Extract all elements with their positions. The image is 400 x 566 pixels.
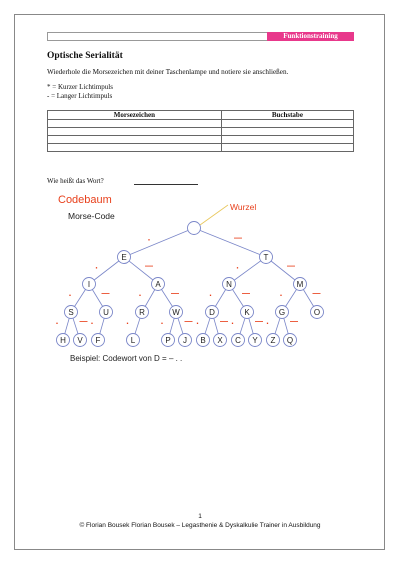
tree-node-letter: V	[77, 336, 83, 345]
question-text: Wie heißt das Wort?	[47, 177, 104, 185]
tree-node-letter: P	[165, 336, 171, 345]
dash-symbol: —	[290, 317, 298, 326]
table-header-row	[48, 111, 354, 120]
table-row	[48, 120, 354, 128]
tree-node-letter: R	[139, 308, 145, 317]
tree-example: Beispiel: Codewort von D = – . .	[70, 354, 183, 363]
tree-node-letter: C	[235, 336, 241, 345]
dash-symbol: —	[145, 261, 153, 271]
dot-symbol: .	[266, 316, 269, 326]
dot-symbol: .	[68, 288, 72, 298]
dash-symbol: —	[234, 233, 242, 243]
tree-node-letter: Z	[270, 336, 276, 345]
header-bar	[47, 32, 354, 41]
answer-line[interactable]	[134, 184, 198, 185]
header-label: Funktionstraining	[267, 32, 354, 41]
table-cell[interactable]	[221, 128, 353, 136]
tree-node-letter: T	[263, 253, 269, 262]
table-row	[48, 144, 354, 152]
dash-symbol: —	[287, 261, 295, 271]
morse-code-tree	[40, 188, 340, 368]
dot-symbol: .	[196, 316, 199, 326]
dot-symbol: .	[209, 288, 212, 298]
dash-symbol: —	[184, 317, 193, 326]
dot-symbol: .	[279, 288, 283, 298]
dash-symbol: —	[220, 317, 228, 326]
footer-copyright: © Florian Bousek Florian Bousek – Legasthenie & Dyskalkulie Trainer in Ausbildung	[79, 522, 321, 529]
dot-symbol: .	[231, 316, 234, 326]
tree-node-letter: W	[172, 308, 180, 317]
dash-symbol: —	[312, 289, 321, 298]
dash-symbol: —	[242, 289, 250, 298]
dot-symbol: .	[138, 288, 142, 298]
tree-node-letter: B	[200, 336, 206, 345]
tree-node-letter: F	[95, 336, 101, 345]
page-number: 1	[198, 513, 202, 520]
tree-subtitle: Morse-Code	[68, 211, 115, 221]
instruction-text: Wiederhole die Morsezeichen mit deiner Taschenlampe und notiere sie anschließen.	[47, 68, 289, 76]
tree-node-letter: A	[155, 280, 161, 289]
dash-symbol: —	[255, 317, 263, 326]
tree-node-letter: N	[226, 280, 232, 289]
dot-symbol: .	[90, 316, 94, 326]
table-cell[interactable]	[48, 128, 222, 136]
dot-symbol: .	[126, 316, 129, 326]
legend-short: * = Kurzer Lichtimpuls	[47, 83, 113, 91]
tree-edge	[124, 228, 194, 257]
table-row	[48, 128, 354, 136]
tree-nodes	[57, 222, 324, 347]
tree-title: Codebaum	[58, 194, 112, 206]
tree-node-letter: U	[103, 308, 109, 317]
tree-node-letter: M	[296, 280, 304, 289]
tree-edge	[194, 228, 266, 257]
tree-node-letter: I	[87, 280, 91, 289]
tree-root-node	[188, 222, 201, 235]
table-cell[interactable]	[48, 144, 222, 152]
table-cell[interactable]	[221, 144, 353, 152]
tree-node-letter: G	[278, 308, 286, 317]
wurzel-label: Wurzel	[230, 202, 257, 212]
dot-symbol: .	[160, 316, 164, 326]
table-cell[interactable]	[221, 120, 353, 128]
dot-symbol: .	[55, 316, 59, 326]
header-morsezeichen: Morsezeichen	[48, 111, 222, 120]
dot-symbol: .	[147, 232, 151, 243]
header-buchstabe: Buchstabe	[221, 111, 353, 120]
question	[47, 177, 198, 185]
dot-symbol: .	[95, 260, 98, 271]
tree-node-letter: Y	[252, 336, 258, 345]
dash-symbol: —	[79, 317, 88, 326]
table-cell[interactable]	[221, 136, 353, 144]
tree-node-letter: D	[209, 308, 215, 317]
tree-node-letter: X	[217, 336, 223, 345]
table-row	[48, 136, 354, 144]
table-cell[interactable]	[48, 120, 222, 128]
dash-symbol: —	[171, 289, 179, 298]
page-title: Optische Serialität	[47, 51, 123, 61]
tree-node-letter: Q	[286, 336, 294, 345]
tree-node-letter: O	[313, 308, 321, 317]
tree-node-letter: J	[183, 336, 187, 345]
table-cell[interactable]	[48, 136, 222, 144]
dash-symbol: —	[101, 289, 110, 298]
tree-node-letter: K	[244, 308, 250, 317]
legend-long: - = Langer Lichtimpuls	[47, 92, 113, 100]
tree-node-letter: L	[130, 336, 136, 345]
morse-table	[47, 110, 354, 152]
tree-node-letter: E	[121, 253, 127, 262]
tree-node-letter: S	[68, 308, 74, 317]
wurzel-pointer-line	[200, 205, 228, 225]
legend	[47, 83, 113, 101]
dot-symbol: .	[236, 260, 239, 271]
tree-node-letter: H	[60, 336, 66, 345]
